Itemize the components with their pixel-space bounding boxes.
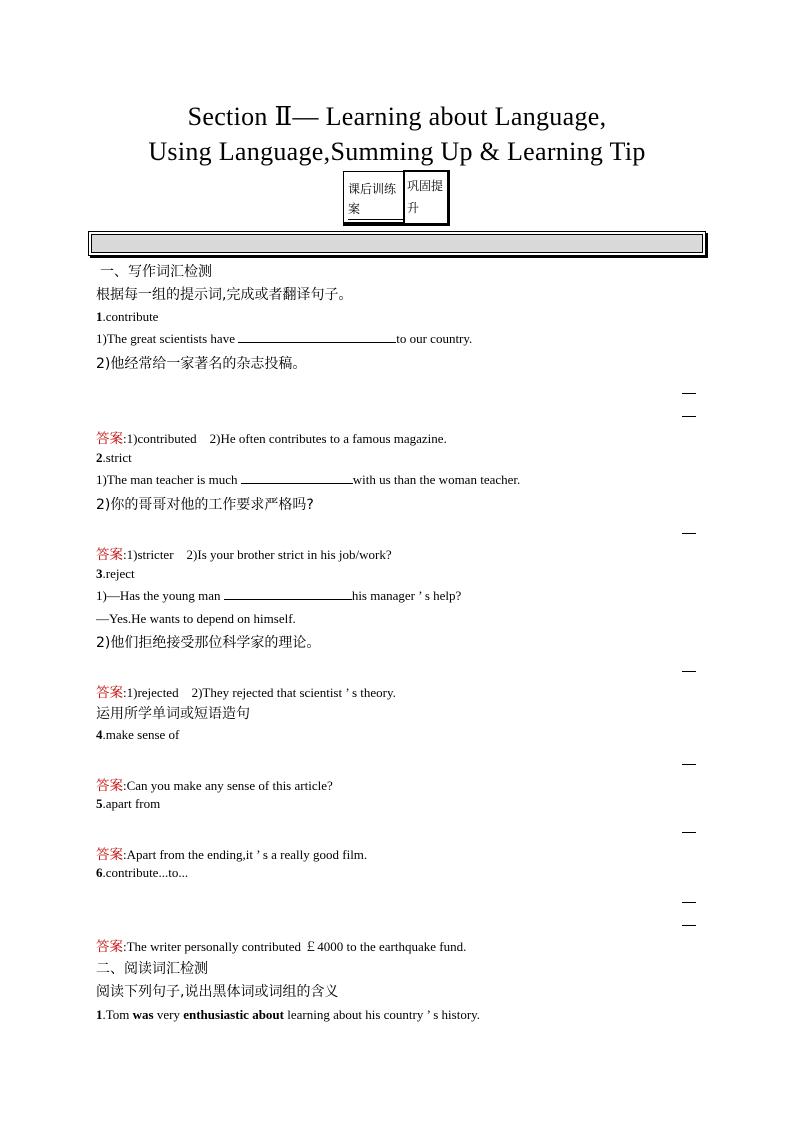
item-3-blank — [224, 589, 352, 600]
item-6-num: 6 — [96, 865, 103, 880]
item-5-word — [96, 796, 160, 812]
item-3-q1 — [96, 588, 461, 604]
item-3-q2: 2)他们拒绝接受那位科学家的理论。 — [96, 635, 321, 651]
item-5-word-text: .apart from — [102, 796, 161, 811]
item-2-q2: 2)你的哥哥对他的工作要求严格吗? — [96, 497, 314, 513]
part2-heading: 二、阅读词汇检测 — [96, 961, 208, 977]
item-3-reply: —Yes.He wants to depend on himself. — [96, 611, 296, 626]
item-1-word-text: .contribute — [102, 309, 159, 324]
item-5-answer-text: :Apart from the ending,it ’ s a really good film. — [123, 847, 368, 862]
answer-label: 答案 — [96, 939, 123, 955]
tag-consolidate-label: 巩固提升 — [407, 179, 444, 215]
answer-line — [682, 416, 696, 417]
part2-item-1 — [96, 1007, 480, 1023]
item-2-num: 2 — [96, 450, 103, 465]
item-1-answer-text: :1)contributed 2)He often contributes to a famous magazine. — [123, 431, 447, 446]
item-1-q1-pre: 1)The great scientists have — [96, 331, 239, 346]
answer-label: 答案 — [96, 778, 123, 794]
item-3-word-text: .reject — [102, 566, 135, 581]
tag-consolidate — [403, 170, 450, 226]
answer-line — [682, 671, 696, 672]
item-3-q1-post: his manager ’ s help? — [351, 588, 462, 603]
item-1-word — [96, 309, 158, 325]
item-2-q1-post: with us than the woman teacher. — [352, 472, 521, 487]
item-1-q1-post: to our country. — [396, 331, 473, 346]
item-3-num: 3 — [96, 566, 103, 581]
item-2-word-text: .strict — [102, 450, 132, 465]
item-2-word — [96, 450, 132, 466]
answer-line — [682, 533, 696, 534]
answer-label: 答案 — [96, 685, 123, 701]
item-1-q1 — [96, 331, 472, 347]
part2-item-1-bold-phrase: enthusiastic about — [183, 1007, 284, 1022]
tag-after-class-label: 课后训练案 — [348, 182, 397, 216]
item-6-answer — [96, 935, 466, 955]
part2-item-1-bold-was: was — [132, 1007, 154, 1022]
tag-underline — [348, 219, 403, 220]
answer-line — [682, 764, 696, 765]
section-banner-bar — [88, 231, 706, 256]
page-title-line2: Using Language,Summing Up & Learning Tip — [148, 137, 646, 166]
item-2-q1-pre: 1)The man teacher is much — [96, 472, 241, 487]
answer-label: 答案 — [96, 547, 123, 563]
item-6-word-text: .contribute...to... — [102, 865, 189, 880]
part1-subinstruction: 运用所学单词或短语造句 — [96, 706, 250, 722]
item-4-word-text: .make sense of — [102, 727, 180, 742]
part2-item-1-post: learning about his country ’ s history. — [284, 1007, 481, 1022]
page-title-line1: Section Ⅱ— Learning about Language, — [187, 102, 607, 131]
item-2-blank — [241, 473, 353, 484]
item-5-num: 5 — [96, 796, 103, 811]
item-1-num: 1 — [96, 309, 103, 324]
item-1-answer — [96, 427, 447, 447]
item-6-word — [96, 865, 188, 881]
item-2-answer-text: :1)stricter 2)Is your brother strict in his job/work? — [123, 547, 392, 562]
answer-line — [682, 393, 696, 394]
item-3-answer-text: :1)rejected 2)They rejected that scientist ’ s theory. — [123, 685, 396, 700]
item-4-num: 4 — [96, 727, 103, 742]
part2-item-1-mid: very — [153, 1007, 184, 1022]
item-1-q2: 2)他经常给一家著名的杂志投稿。 — [96, 356, 307, 372]
answer-line — [682, 902, 696, 903]
answer-label: 答案 — [96, 431, 123, 447]
item-4-word — [96, 727, 179, 743]
part2-instruction: 阅读下列句子,说出黑体词或词组的含义 — [96, 984, 339, 1000]
item-2-answer — [96, 543, 392, 563]
answer-line — [682, 925, 696, 926]
item-2-q1 — [96, 472, 520, 488]
item-3-q1-pre: 1)—Has the young man — [96, 588, 224, 603]
part1-heading: 一、写作词汇检测 — [100, 264, 212, 280]
item-6-answer-text: :The writer personally contributed ￡4000 to the earthquake fund. — [123, 939, 467, 954]
item-4-answer-text: :Can you make any sense of this article? — [123, 778, 333, 793]
item-3-answer — [96, 681, 396, 701]
part1-instruction: 根据每一组的提示词,完成或者翻译句子。 — [96, 287, 353, 303]
answer-line — [682, 832, 696, 833]
item-1-blank — [238, 332, 396, 343]
part2-item-1-pre: .Tom — [102, 1007, 133, 1022]
item-3-word — [96, 566, 135, 582]
item-4-answer — [96, 774, 333, 794]
answer-label: 答案 — [96, 847, 123, 863]
tag-after-class — [343, 171, 403, 223]
item-5-answer — [96, 843, 367, 863]
part2-item-1-num: 1 — [96, 1007, 103, 1022]
